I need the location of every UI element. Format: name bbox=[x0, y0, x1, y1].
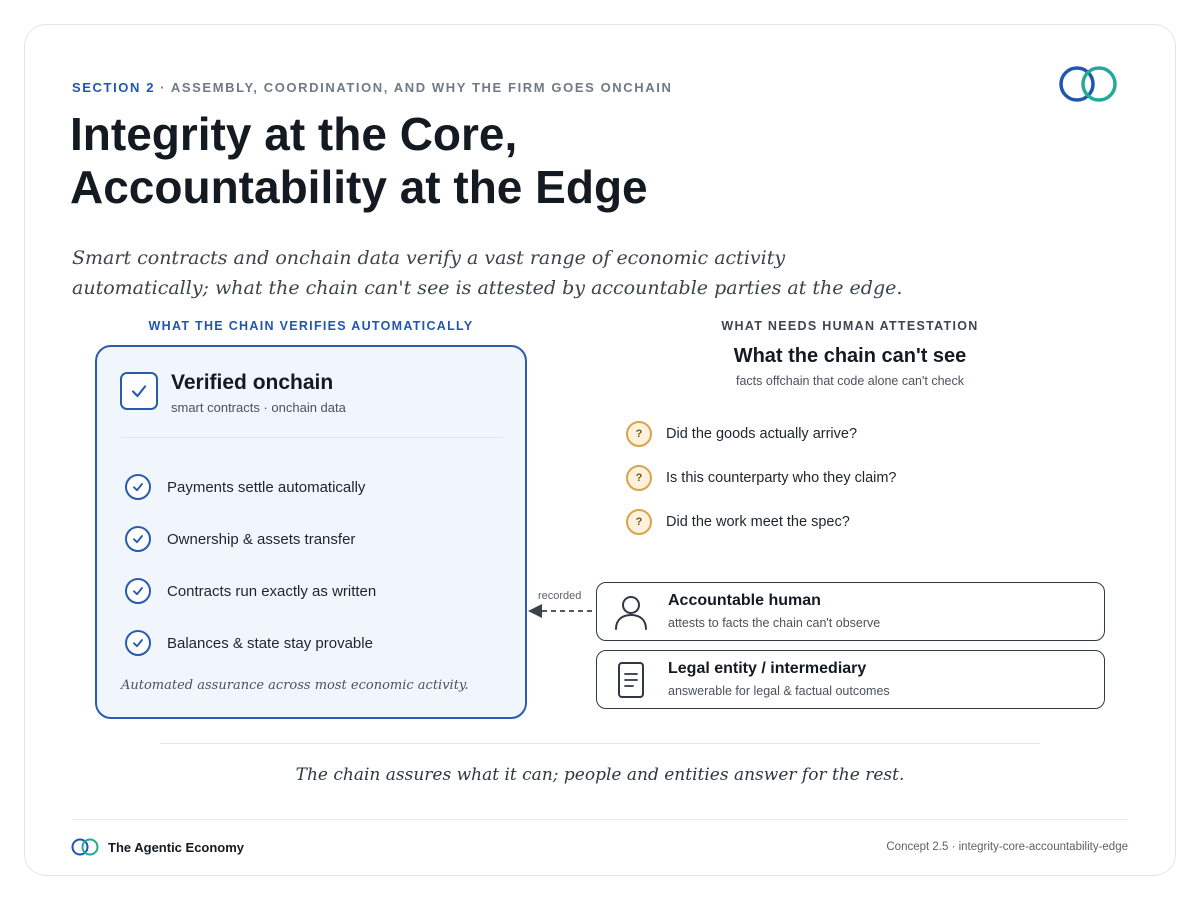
question-label: Did the work meet the spec? bbox=[666, 514, 850, 530]
title-line-1: Integrity at the Core, bbox=[70, 108, 518, 160]
right-column-heading: WHAT NEEDS HUMAN ATTESTATION bbox=[721, 319, 979, 333]
verified-box-footnote: Automated assurance across most economic activity. bbox=[121, 678, 469, 693]
subtitle-line-1: Smart contracts and onchain data verify a vast range of economic activity bbox=[72, 247, 786, 269]
party-subtitle: attests to facts the chain can't observe bbox=[668, 616, 881, 630]
list-item bbox=[626, 500, 897, 544]
chain-cant-see-title: What the chain can't see bbox=[733, 345, 967, 367]
checkbox-check-icon bbox=[120, 372, 158, 410]
verified-onchain-box bbox=[95, 345, 527, 719]
section-topic: ASSEMBLY, COORDINATION, AND WHY THE FIRM GOES ONCHAIN bbox=[170, 80, 673, 95]
verified-items-list bbox=[125, 461, 515, 669]
list-item-label: Balances & state stay provable bbox=[167, 634, 373, 652]
list-item bbox=[626, 412, 897, 456]
question-label: Is this counterparty who they claim? bbox=[666, 470, 897, 486]
chain-cant-see-subtitle: facts offchain that code alone can't check bbox=[736, 374, 964, 388]
left-column-heading: WHAT THE CHAIN VERIFIES AUTOMATICALLY bbox=[148, 319, 474, 333]
question-label: Did the goods actually arrive? bbox=[666, 426, 858, 442]
check-circle-icon bbox=[125, 526, 151, 552]
question-mark-icon: ? bbox=[626, 421, 652, 447]
verified-box-subtitle: smart contracts · onchain data bbox=[171, 400, 346, 415]
question-mark-icon: ? bbox=[626, 509, 652, 535]
divider bbox=[121, 437, 503, 438]
list-item bbox=[125, 513, 515, 565]
list-item-label: Ownership & assets transfer bbox=[167, 530, 356, 548]
check-circle-icon bbox=[125, 578, 151, 604]
list-item bbox=[125, 565, 515, 617]
subtitle-line-2: automatically; what the chain can't see is attested by accountable parties at the edge. bbox=[72, 277, 903, 299]
verified-box-title: Verified onchain bbox=[171, 371, 334, 394]
recorded-label: recorded bbox=[538, 590, 582, 602]
question-mark-icon: ? bbox=[626, 465, 652, 491]
footer-brand: The Agentic Economy bbox=[108, 840, 245, 855]
check-circle-icon bbox=[125, 630, 151, 656]
party-subtitle: answerable for legal & factual outcomes bbox=[668, 684, 890, 698]
legal-entity-card bbox=[596, 650, 1105, 709]
footer-concept-id: Concept 2.5 · integrity-core-accountability-edge bbox=[886, 841, 1128, 853]
list-item bbox=[125, 617, 515, 669]
party-title: Legal entity / intermediary bbox=[668, 660, 867, 677]
list-item-label: Payments settle automatically bbox=[167, 478, 366, 496]
page-subtitle bbox=[72, 243, 932, 303]
accountable-human-card bbox=[596, 582, 1105, 641]
section-eyebrow bbox=[72, 80, 672, 95]
page-title bbox=[70, 108, 870, 214]
brand-logo-icon bbox=[1058, 64, 1120, 104]
section-separator: · bbox=[155, 80, 171, 95]
recorded-arrow-icon bbox=[526, 600, 594, 622]
questions-list bbox=[626, 412, 897, 544]
person-icon bbox=[611, 592, 651, 632]
list-item-label: Contracts run exactly as written bbox=[167, 582, 377, 600]
list-item bbox=[125, 461, 515, 513]
title-line-2: Accountability at the Edge bbox=[70, 161, 648, 213]
divider bbox=[160, 743, 1040, 744]
tagline: The chain assures what it can; people and entities answer for the rest. bbox=[295, 765, 905, 785]
footer-divider bbox=[72, 819, 1128, 820]
brand-logo-icon bbox=[70, 837, 100, 857]
list-item bbox=[626, 456, 897, 500]
section-number: SECTION 2 bbox=[72, 80, 156, 95]
document-icon bbox=[611, 660, 651, 700]
check-circle-icon bbox=[125, 474, 151, 500]
party-title: Accountable human bbox=[668, 592, 821, 609]
